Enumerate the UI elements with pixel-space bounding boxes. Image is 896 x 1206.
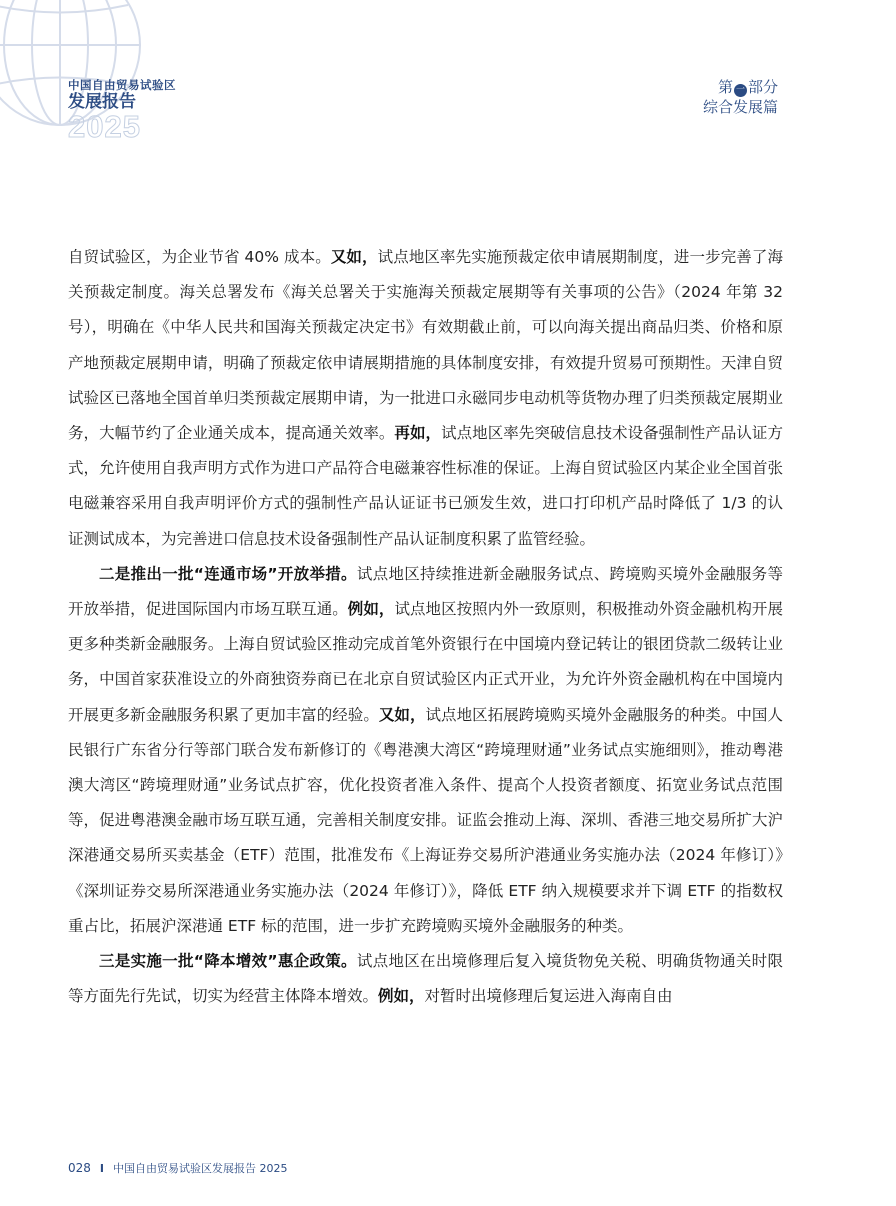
section-part-label xyxy=(703,78,778,97)
section-suffix: 部分 xyxy=(747,78,778,96)
page-number: 028 xyxy=(68,1161,91,1175)
brand-title-line1: 中国自由贸易试验区 xyxy=(68,78,176,92)
paragraph-2 xyxy=(68,557,783,944)
section-name: 综合发展篇 xyxy=(702,98,778,116)
p1-bold-2: 再如， xyxy=(394,424,442,443)
p3-text-2: 对暂时出境修理后复运进入海南自由 xyxy=(424,987,673,1006)
p1-bold-1: 又如， xyxy=(330,248,378,266)
p3-text-1: 试点地区在出境修理后复入境货物免关税、明确货物通关时限等方面先行先试，切实为经营主体降本增效。 xyxy=(68,952,783,1006)
footer-separator: I xyxy=(99,1162,104,1175)
p1-text-3: 试点地区率先突破信息技术设备强制性产品认证方式，允许使用自我声明方式作为进口产品符合电磁兼容性标准的保证。上海自贸试验区内某企业全国首张电磁兼容采用自我声明评价方式的强制性产品认证证书已颁发生效，进口打印机产品时降低了 1/3 的认证测试成本，为完善进口信息技术设备强制性产品认证制度积累了监管经验。 xyxy=(68,424,783,548)
brand-year: 2025 xyxy=(68,109,141,144)
p2-heading: 二是推出一批“连通市场”开放举措。 xyxy=(99,564,357,583)
brand-title-line2: 发展报告 xyxy=(68,92,136,112)
p2-bold-1: 例如， xyxy=(347,600,395,619)
p3-heading: 三是实施一批“降本增效”惠企政策。 xyxy=(99,952,357,971)
p2-text-1: 试点地区持续推进新金融服务试点、跨境购买境外金融服务等开放举措，促进国际国内市场互联互通。 xyxy=(68,564,783,619)
paragraph-1 xyxy=(68,240,783,557)
p2-bold-2: 又如， xyxy=(378,705,426,724)
page-footer xyxy=(68,1160,288,1176)
p3-bold-1: 例如， xyxy=(378,987,425,1006)
body-text xyxy=(68,240,783,1014)
p2-text-3: 试点地区拓展跨境购买境外金融服务的种类。中国人民银行广东省分行等部门联合发布新修订的《粤港澳大湾区“跨境理财通”业务试点实施细则》，推动粤港澳大湾区“跨境理财通”业务试点扩容，优化投资者准入条件、提高个人投资者额度、拓宽业务试点范围等，促进粤港澳金融市场互联互通，完善相关制度安排。证监会推动上海、深圳、香港三地交易所扩大沪深港通交易所买卖基金（ETF）范围，批准发布《上海证券交易所沪港通业务实施办法（2024 年修订）》《深圳证券交易所深港通业务实施办法（2024 年修订）》，降低 ETF 纳入规模要求并下调 ETF 的指数权重占比，拓展沪深港通 ETF 标的范围，进一步扩充跨境购买境外金融服务的种类。 xyxy=(68,705,783,935)
footer-title: 中国自由贸易试验区发展报告 2025 xyxy=(113,1162,288,1175)
p1-text-2: 试点地区率先实施预裁定依申请展期制度，进一步完善了海关预裁定制度。海关总署发布《海关总署关于实施海关预裁定展期等有关事项的公告》（2024 年第 32 号），明确在《中华人民共和国海关预裁定决定书》有效期截止前，可以向海关提出商品归类、价格和原产地预裁定展期申请，明确了预裁定依申请展期措施的具体制度安排，有效提升贸易可预期性。天津自贸试验区已落地全国首单归类预裁定展期申请，为一批进口永磁同步电动机等货物办理了归类预裁定展期业务，大幅节约了企业通关成本，提高通关效率。 xyxy=(68,248,783,443)
section-header xyxy=(703,78,778,117)
paragraph-3 xyxy=(68,944,783,1014)
p2-text-2: 试点地区按照内外一致原则，积极推动外资金融机构开展更多种类新金融服务。上海自贸试验区推动完成首笔外资银行在中国境内登记转让的银团贷款二级转让业务，中国首家获准设立的外商独资券商已在北京自贸试验区内正式开业，为允许外资金融机构在中国境内开展更多新金融服务积累了更加丰富的经验。 xyxy=(68,600,783,724)
report-brand xyxy=(68,78,176,142)
p1-text-1: 自贸试验区，为企业节省 40% 成本。 xyxy=(68,248,331,266)
part-number-badge: 一 xyxy=(735,85,745,95)
section-prefix: 第 xyxy=(717,78,733,96)
